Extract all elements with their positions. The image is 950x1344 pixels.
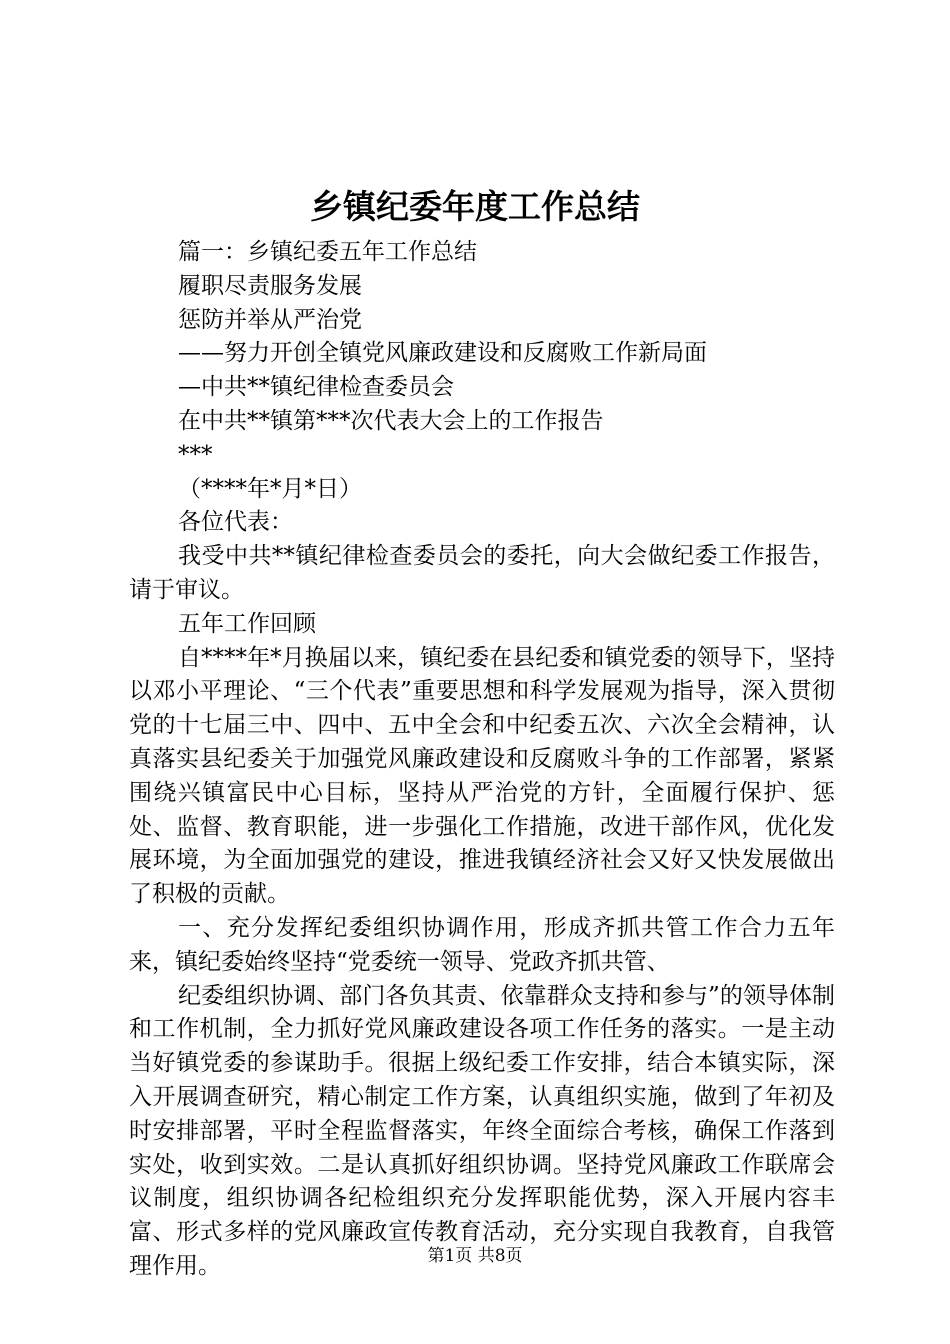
header-line-slogan-2: 惩防并举从严治党 [178,306,362,333]
header-line-speaker: *** [178,441,213,468]
header-line-occasion: 在中共**镇第***次代表大会上的工作报告 [178,407,604,434]
paragraph-introduction: 我受中共**镇纪律检查委员会的委托，向大会做纪委工作报告，请于审议。 [129,543,835,603]
document-body [129,236,835,1284]
header-line-part-title: 篇一：乡镇纪委五年工作总结 [178,239,477,265]
paragraph-point-one-detail: 纪委组织协调、部门各负其责、依靠群众支持和参与”的领导体制和工作机制，全力抓好党风廉政建设各项工作任务的落实。一是主动当好镇党委的参谋助手。很据上级纪委工作安排，结合本镇实际，深入开展调查研究，精心制定工作方案，认真组织实施，做到了年初及时安排部署，平时全程监督落实，年终全面综合考核，确保工作落到实处，收到实效。二是认真抓好组织协调。坚持党风廉政工作联席会议制度，组织协调各纪检组织充分发挥职能优势，深入开展内容丰富、形式多样的党风廉政宣传教育活动，充分实现自我教育，自我管理作用。 [129,982,835,1279]
paragraph-section-heading: 五年工作回顾 [178,610,316,637]
page-footer: 第1页 共8页 [427,1246,523,1266]
header-line-salutation: 各位代表： [178,509,293,536]
header-line-slogan-1: 履职尽责服务发展 [178,272,362,299]
header-line-date: （****年*月*日） [178,475,362,502]
header-line-subtitle: ——努力开创全镇党风廉政建设和反腐败工作新局面 [178,340,707,367]
paragraph-point-one: 一、充分发挥纪委组织协调作用，形成齐抓共管工作合力五年来，镇纪委始终坚持“党委统一领导、党政齐抓共管、 [129,914,835,975]
document-title: 乡镇纪委年度工作总结 [310,187,640,226]
paragraph-review: 自****年*月换届以来，镇纪委在县纪委和镇党委的领导下，坚持以邓小平理论、“三个代表”重要思想和科学发展观为指导，深入贯彻党的十七届三中、四中、五中全会和中纪委五次、六次全会精神，认真落实县纪委关于加强党风廉政建设和反腐败斗争的工作部署，紧紧围绕兴镇富民中心目标，坚持从严治党的方针，全面履行保护、惩处、监督、教育职能，进一步强化工作措施，改进干部作风，优化发展环境，为全面加强党的建设，推进我镇经济社会又好又快发展做出了积极的贡献。 [129,644,835,908]
header-line-organization: —中共**镇纪律检查委员会 [178,374,454,401]
